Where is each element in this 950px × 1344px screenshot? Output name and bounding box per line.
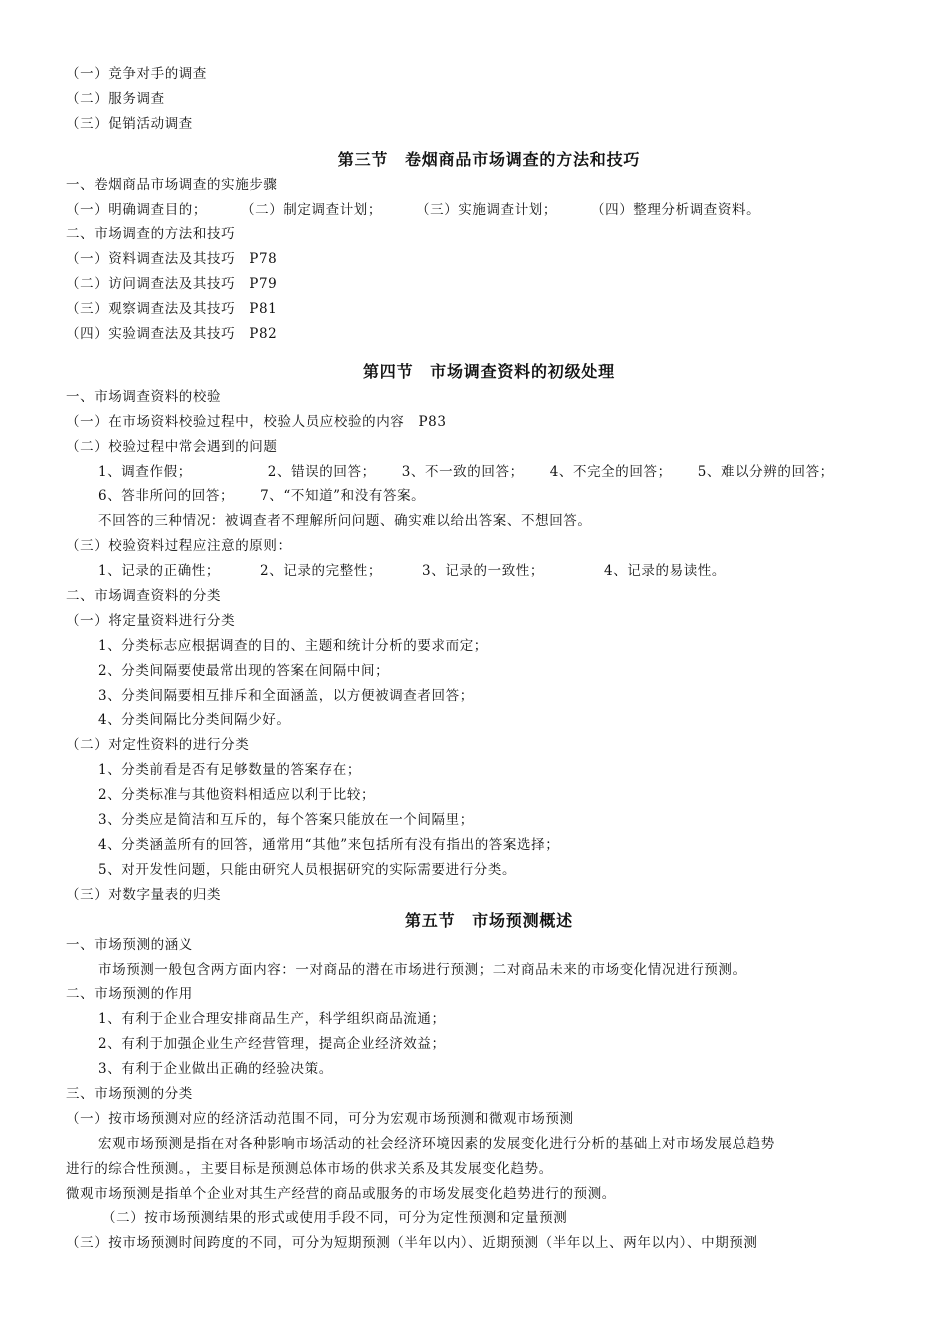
subheading: 三、市场预测的分类 [66,1085,193,1102]
subheading: 一、卷烟商品市场调查的实施步骤 [66,176,278,193]
list-item: 1、分类前看是否有足够数量的答案存在； [98,762,361,779]
principle-item: 4、记录的易读性。 [604,563,726,580]
steps-row [66,198,912,223]
list-item: （三）按市场预测时间跨度的不同，可分为短期预测（半年以内）、近期预测（半年以上、两年以内）、中期预测 [66,1235,758,1252]
principle-item: 2、记录的完整性； [260,563,382,580]
list-item: （二）按市场预测结果的形式或使用手段不同，可分为定性预测和定量预测 [102,1210,568,1227]
subheading: 二、市场调查资料的分类 [66,588,222,605]
list-item: （三）对数字量表的归类 [66,886,222,903]
problem-item: 7、“不知道”和没有答案。 [260,488,426,505]
principles-row [66,559,912,584]
list-item: 3、分类间隔要相互排斥和全面涵盖，以方便被调查者回答； [98,687,474,704]
problems-row [66,460,912,485]
subheading: 二、市场预测的作用 [66,986,193,1003]
list-item: 3、分类应是简洁和互斥的，每个答案只能放在一个间隔里； [98,812,474,829]
list-item: 4、分类间隔比分类间隔少好。 [98,712,291,729]
problems-row [66,484,912,509]
paragraph: 市场预测一般包含两方面内容：一对商品的潜在市场进行预测；二对商品未来的市场变化情况进行预测。 [98,961,747,978]
section-heading: 第四节 市场调查资料的初级处理 [362,361,615,381]
list-item: （三）促销活动调查 [66,115,193,132]
list-item: 1、分类标志应根据调查的目的、主题和统计分析的要求而定； [98,637,488,654]
document-page [66,62,912,1256]
paragraph: 宏观市场预测是指在对各种影响市场活动的社会经济环境因素的发展变化进行分析的基础上对市场发展总趋势 [98,1135,775,1152]
subheading: 一、市场调查资料的校验 [66,388,222,405]
list-item: 2、分类标准与其他资料相适应以利于比较； [98,787,376,804]
step-item: （四）整理分析调查资料。 [591,201,761,218]
list-item: （二）对定性资料的进行分类 [66,737,250,754]
list-item: （二）访问调查法及其技巧 P79 [66,276,278,293]
list-item: 2、有利于加强企业生产经营管理，提高企业经济效益； [98,1036,446,1053]
subheading: 二、市场调查的方法和技巧 [66,226,236,243]
list-item: （一）在市场资料校验过程中，校验人员应校验的内容 P83 [66,413,447,430]
list-item: （二）服务调查 [66,90,165,107]
subheading: 一、市场预测的涵义 [66,936,193,953]
problem-item: 2、错误的回答； [267,463,376,480]
list-item: （一）将定量资料进行分类 [66,612,236,629]
problem-item: 1、调查作假； [98,463,192,480]
paragraph: 微观市场预测是指单个企业对其生产经营的商品或服务的市场发展变化趋势进行的预测。 [66,1185,616,1202]
section-heading: 第三节 卷烟商品市场调查的方法和技巧 [337,149,641,169]
list-item: （一）竞争对手的调查 [66,66,207,82]
list-item: （三）校验资料过程应注意的原则： [66,538,292,555]
list-item: 1、有利于企业合理安排商品生产，科学组织商品流通； [98,1011,446,1028]
principle-item: 1、记录的正确性； [98,563,220,580]
list-item: 2、分类间隔要使最常出现的答案在间隔中间； [98,662,390,679]
list-item: 5、对开发性问题，只能由研究人员根据研究的实际需要进行分类。 [98,861,517,878]
problem-item: 5、难以分辨的回答； [697,463,834,480]
list-item: 3、有利于企业做出正确的经验决策。 [98,1061,333,1078]
step-item: （二）制定调查计划； [241,201,382,218]
paragraph: 进行的综合性预测。，主要目标是预测总体市场的供求关系及其发展变化趋势。 [66,1160,553,1177]
list-item: （一）按市场预测对应的经济活动范围不同，可分为宏观市场预测和微观市场预测 [66,1110,574,1127]
step-item: （三）实施调查计划； [416,201,557,218]
problem-item: 4、不完全的回答； [549,463,672,480]
list-item: （三）观察调查法及其技巧 P81 [66,301,278,318]
list-item: （二）校验过程中常会遇到的问题 [66,438,278,455]
problem-item: 3、不一致的回答； [401,463,524,480]
section-heading: 第五节 市场预测概述 [404,910,573,930]
paragraph: 不回答的三种情况：被调查者不理解所问问题、确实难以给出答案、不想回答。 [98,513,592,530]
list-item: （四）实验调查法及其技巧 P82 [66,326,278,343]
step-item: （一）明确调查目的； [66,201,207,218]
principle-item: 3、记录的一致性； [422,563,544,580]
problem-item: 6、答非所问的回答； [98,488,235,505]
list-item: 4、分类涵盖所有的回答，通常用“其他”来包括所有没有指出的答案选择； [98,836,560,853]
list-item: （一）资料调查法及其技巧 P78 [66,251,278,268]
